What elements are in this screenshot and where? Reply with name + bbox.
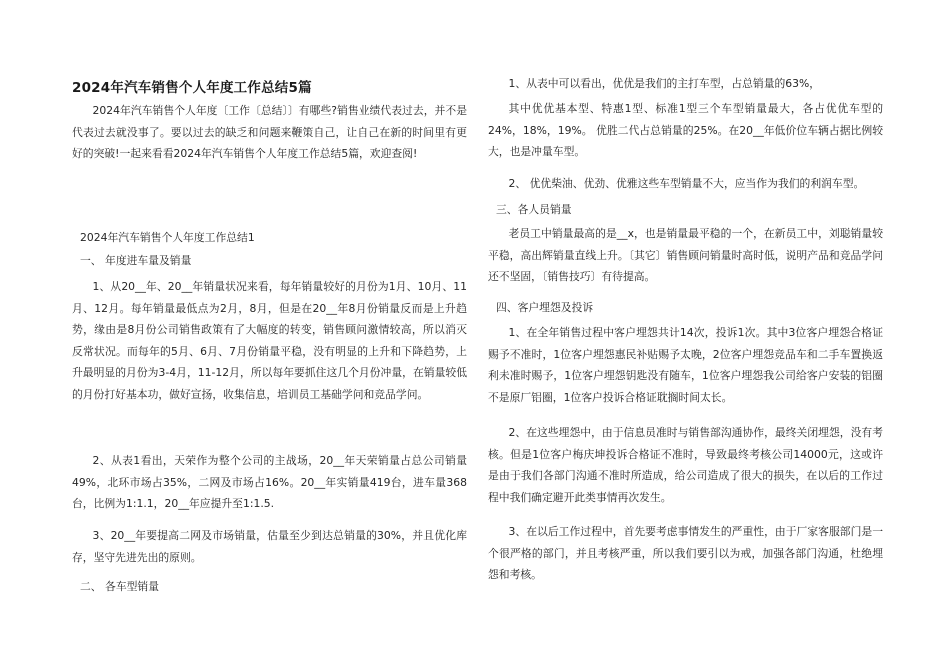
paragraph-main-model: 1、从表中可以看出，优优是我们的主打车型，占总销量的63%， bbox=[508, 77, 821, 90]
paragraph-model-breakdown: 其中优优基本型、特惠1型、标准1型三个车型销量最大，各占优优车型的24%，18%，19%。 优胜二代占总销量的25%。在20__年低价位车辆占据比例较大，也是冲量车型。 bbox=[488, 102, 883, 158]
paragraph-complaint-count: 1、在全年销售过程中客户埋怨共计14次，投诉1次。其中3位客户埋怨合格证赐予不准时，1位客户埋怨惠民补贴赐予太晚，2位客户埋怨竞品车和二手车置换返利未准时赐予，1位客户埋怨钥匙没有随车，1位客户埋怨我公司给客户安装的铝圈不是原厂铝圈，1位客户投诉合格证耽搁时间太长。 bbox=[488, 326, 883, 404]
heading-sales-volume: 一、 年度进车量及销量 bbox=[80, 254, 192, 267]
section-title: 2024年汽车销售个人年度工作总结1 bbox=[80, 231, 255, 244]
paragraph-staff-sales: 老员工中销量最高的是__x，也是销量最平稳的一个，在新员工中，刘聪销量较平稳，高出辉销量直线上升。〔其它〕销售顾问销量时高时低，说明产品和竞品学问还不坚固，〔销售技巧〕有待提高。 bbox=[488, 227, 883, 283]
heading-model-sales: 二、 各车型销量 bbox=[80, 580, 160, 593]
document-title: 2024年汽车销售个人年度工作总结5篇 bbox=[72, 80, 312, 96]
heading-staff-sales: 三、各人员销量 bbox=[496, 203, 572, 216]
paragraph-complaint-handling: 2、在这些埋怨中，由于信息员准时与销售部沟通协作，最终关闭埋怨，没有考核。但是1位客户梅庆坤投诉合格证不准时，导致最终考核公司14000元，这或许是由于我们各部门沟通不准时所造成，给公司造成了很大的损失，在以后的工作过程中我们确定避开此类事情再次发生。 bbox=[488, 426, 883, 504]
paragraph-targets: 3、20__年要提高二网及市场销量，估量至少到达总销量的30%，并且优化库存，坚守先进先出的原则。 bbox=[72, 529, 467, 564]
paragraph-profit-models: 2、 优优柴油、优劲、优雅这些车型销量不大，应当作为我们的利润车型。 bbox=[508, 177, 865, 190]
paragraph-future-work: 3、在以后工作过程中，首先要考虑事情发生的严重性，由于厂家客服部门是一个很严格的部门，并且考核严重，所以我们要引以为戒，加强各部门沟通，杜绝埋怨和考核。 bbox=[488, 525, 883, 581]
heading-complaints: 四、客户埋怨及投诉 bbox=[496, 301, 594, 314]
paragraph-monthly-sales: 1、从20__年、20__年销量状况来看，每年销量较好的月份为1月、10月、11月、12月。每年销量最低点为2月，8月，但是在20__年8月份销量反而是上升趋势，缘由是8月份公司销售政策有了大幅度的转变，销售顾问激情较高，所以消灭反常状况。而每年的5月、6月、7月份销量平稳，没有明显的上升和下降趋势，上升最明显的月份为3-4月，11-12月，所以每年要抓住这几个月份冲量，在销量较低的月份打好基本功，做好宣扬，收集信息，培训员工基础学问和竞品学问。 bbox=[72, 280, 467, 401]
intro-paragraph: 2024年汽车销售个人年度〔工作〔总结〕〕有哪些?销售业绩代表过去，并不是代表过去就没事了。要以过去的缺乏和问题来鞭策自己，让自己在新的时间里有更好的突破!一起来看看2024年汽车销售个人年度工作总结5篇，欢迎查阅! bbox=[72, 104, 467, 160]
paragraph-market-share: 2、从表1看出，天荣作为整个公司的主战场，20__年天荣销量占总公司销量49%，北环市场占35%，二网及市场占16%。20__年实销量419台，进车量368台，比例为1:1.1，20__年应提升至1:1.5. bbox=[72, 454, 467, 510]
